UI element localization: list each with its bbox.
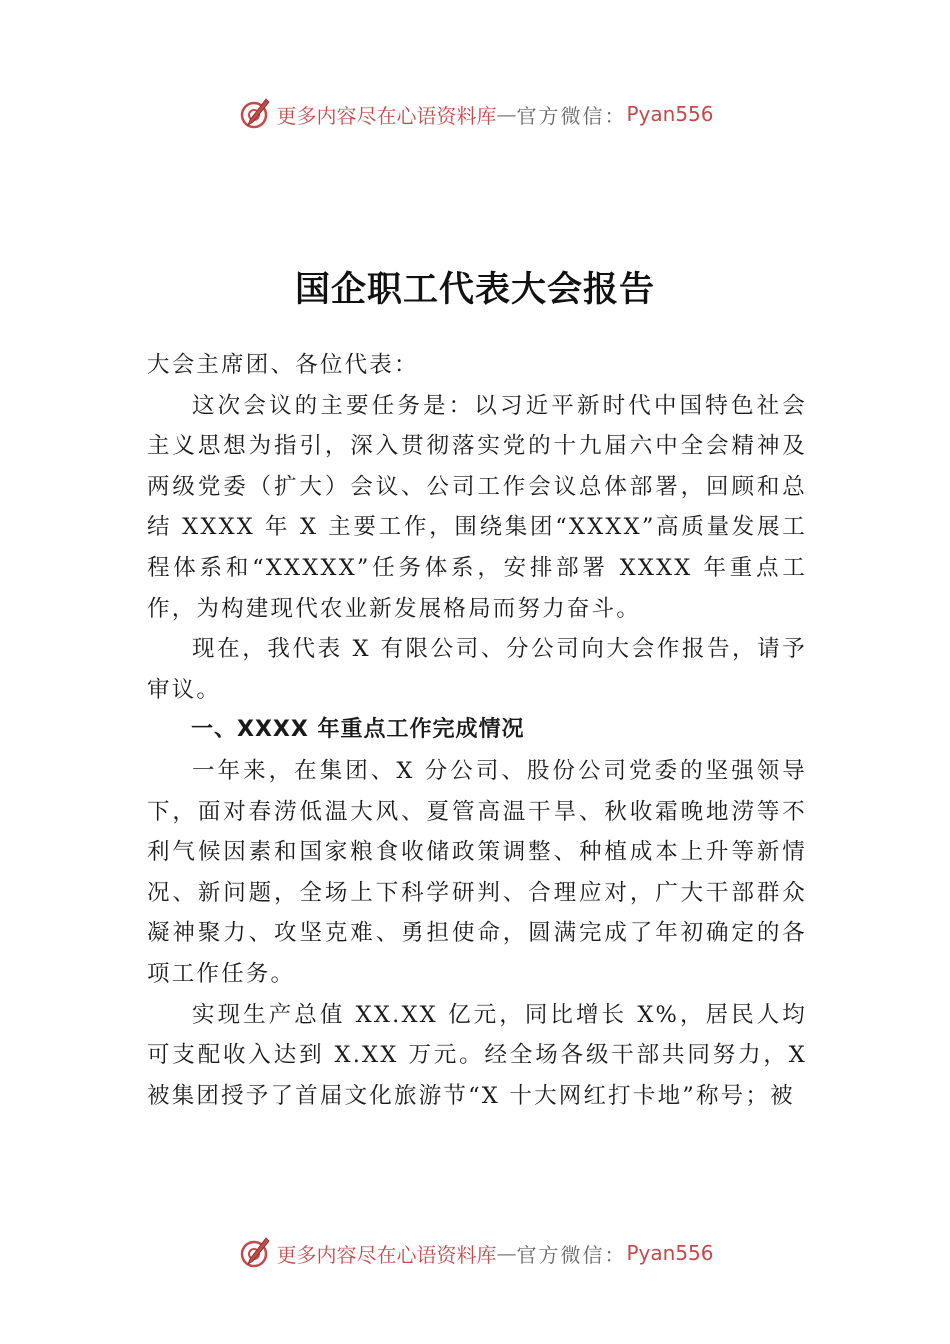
document-title: 国企职工代表大会报告 <box>294 270 655 310</box>
banner-slogan: 更多内容尽在心语资料库 <box>276 103 497 128</box>
section-heading: 一、XXXX 年重点工作完成情况 <box>191 717 525 743</box>
header-banner <box>0 94 950 134</box>
banner-separator: — <box>496 102 517 126</box>
quill-logo-icon <box>236 96 272 132</box>
paragraph: 一年来，在集团、X 分公司、股份公司党委的坚强领导下，面对春涝低温大风、夏管高温干旱、秋收霜晚地涝等不利气候因素和国家粮食收储政策调整、种植成本上升等新情况、新问题，全场上下科学研判、合理应对，广大干部群众凝神聚力、攻坚克难、勇担使命，圆满完成了年初确定的各项工作任务。 <box>147 757 807 987</box>
quill-logo-icon <box>236 1235 272 1271</box>
banner-slogan: 更多内容尽在心语资料库 <box>276 1242 497 1267</box>
banner-separator: — <box>496 1241 517 1265</box>
banner-wechat-label: 官方微信： <box>516 1242 627 1267</box>
paragraph: 实现生产总值 XX.XX 亿元，同比增长 X%，居民人均可支配收入达到 X.XX 万元。经全场各级干部共同努力，X 被集团授予了首届文化旅游节“X 十大网红打卡地”称号；被 <box>147 1001 807 1109</box>
paragraph: 现在，我代表 X 有限公司、分公司向大会作报告，请予审议。 <box>147 636 807 703</box>
banner-wechat-id: Pyan556 <box>626 1241 714 1265</box>
paragraph: 这次会议的主要任务是：以习近平新时代中国特色社会主义思想为指引，深入贯彻落实党的十九届六中全会精神及两级党委（扩大）会议、公司工作会议总体部署，回顾和总结 XXXX 年 X 主要工作，围绕集团“XXXX”高质量发展工程体系和“XXXXX”任务体系，安排部署 XXXX 年重点工作，为构建现代农业新发展格局而努力奋斗。 <box>147 392 807 622</box>
footer-banner <box>0 1233 950 1273</box>
banner-wechat-label: 官方微信： <box>516 103 627 128</box>
salutation: 大会主席团、各位代表： <box>147 352 419 378</box>
document-body <box>147 345 807 1116</box>
banner-wechat-id: Pyan556 <box>626 102 714 126</box>
